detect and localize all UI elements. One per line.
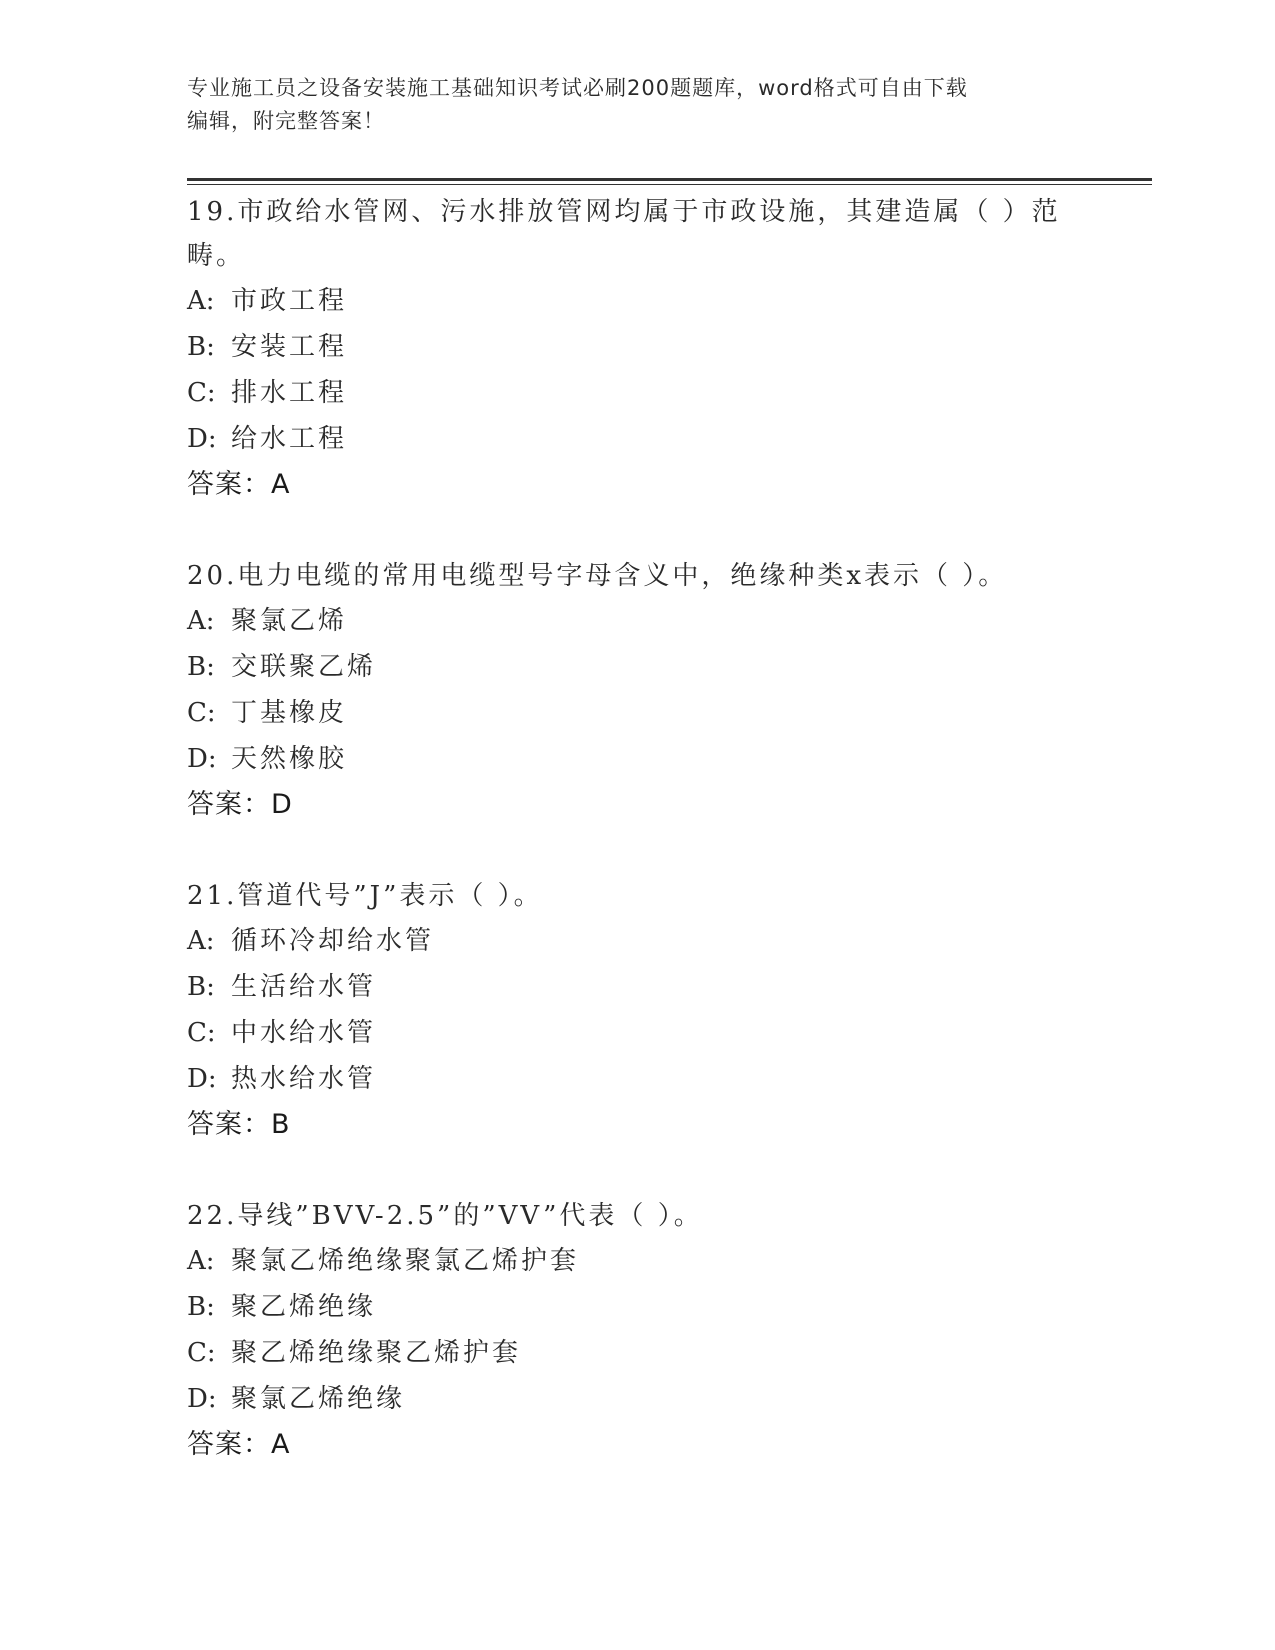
option-text: 市政工程 (231, 286, 348, 316)
option-text: 聚乙烯绝缘聚乙烯护套 (231, 1338, 522, 1368)
question-stem: 22.导线”BVV-2.5”的”VV”代表（ ）。 (187, 1201, 703, 1231)
option-a (187, 1238, 1087, 1284)
option-text: 聚氯乙烯绝缘聚氯乙烯护套 (231, 1246, 580, 1276)
question-21 (187, 874, 1087, 1148)
option-letter: C: (187, 698, 216, 728)
header-divider-thin (187, 184, 1152, 185)
option-text: 循环冷却给水管 (231, 926, 435, 956)
option-text: 安装工程 (231, 332, 348, 362)
option-letter: A: (187, 1246, 215, 1276)
option-text: 热水给水管 (231, 1064, 377, 1094)
option-d (187, 1056, 1087, 1102)
option-text: 中水给水管 (231, 1018, 377, 1048)
option-text: 生活给水管 (231, 972, 377, 1002)
option-letter: D: (187, 744, 217, 774)
option-letter: B: (187, 332, 215, 362)
answer-line: 答案：D (187, 789, 293, 820)
question-19 (187, 190, 1087, 508)
option-text: 给水工程 (231, 424, 348, 454)
option-letter: B: (187, 1292, 215, 1322)
option-d (187, 416, 1087, 462)
option-d (187, 1376, 1087, 1422)
option-letter: C: (187, 378, 216, 408)
question-22 (187, 1194, 1087, 1468)
option-c (187, 370, 1087, 416)
option-letter: A: (187, 926, 215, 956)
option-b (187, 964, 1087, 1010)
answer-line: 答案：A (187, 469, 291, 500)
option-text: 聚氯乙烯 (231, 606, 348, 636)
document-header (187, 72, 1067, 138)
option-d (187, 736, 1087, 782)
option-text: 排水工程 (231, 378, 348, 408)
option-a (187, 918, 1087, 964)
option-a (187, 598, 1087, 644)
option-text: 天然橡胶 (231, 744, 348, 774)
question-stem: 20.电力电缆的常用电缆型号字母含义中，绝缘种类x表示（ ）。 (187, 561, 1008, 591)
question-list (187, 190, 1087, 1514)
question-stem: 21.管道代号”J”表示（ ）。 (187, 881, 543, 911)
option-letter: B: (187, 972, 215, 1002)
option-c (187, 1010, 1087, 1056)
option-letter: A: (187, 606, 215, 636)
option-text: 聚氯乙烯绝缘 (231, 1384, 406, 1414)
option-letter: C: (187, 1018, 216, 1048)
option-text: 聚乙烯绝缘 (231, 1292, 377, 1322)
option-c (187, 690, 1087, 736)
option-b (187, 644, 1087, 690)
answer-line: 答案：A (187, 1429, 291, 1460)
option-letter: D: (187, 1064, 217, 1094)
option-c (187, 1330, 1087, 1376)
option-a (187, 278, 1087, 324)
answer-line: 答案：B (187, 1109, 291, 1140)
option-letter: C: (187, 1338, 216, 1368)
option-b (187, 324, 1087, 370)
option-b (187, 1284, 1087, 1330)
header-divider-thick (187, 178, 1152, 181)
option-text: 丁基橡皮 (231, 698, 348, 728)
option-letter: D: (187, 424, 217, 454)
header-line-2: 编辑，附完整答案！ (187, 109, 385, 133)
header-line-1: 专业施工员之设备安装施工基础知识考试必刷200题题库，word格式可自由下载 (187, 76, 968, 100)
option-letter: D: (187, 1384, 217, 1414)
option-letter: B: (187, 652, 215, 682)
question-stem: 19.市政给水管网、污水排放管网均属于市政设施，其建造属（ ）范 (187, 197, 1061, 227)
option-text: 交联聚乙烯 (231, 652, 377, 682)
question-20 (187, 554, 1087, 828)
option-letter: A: (187, 286, 215, 316)
question-stem-continued: 畴。 (187, 241, 246, 271)
